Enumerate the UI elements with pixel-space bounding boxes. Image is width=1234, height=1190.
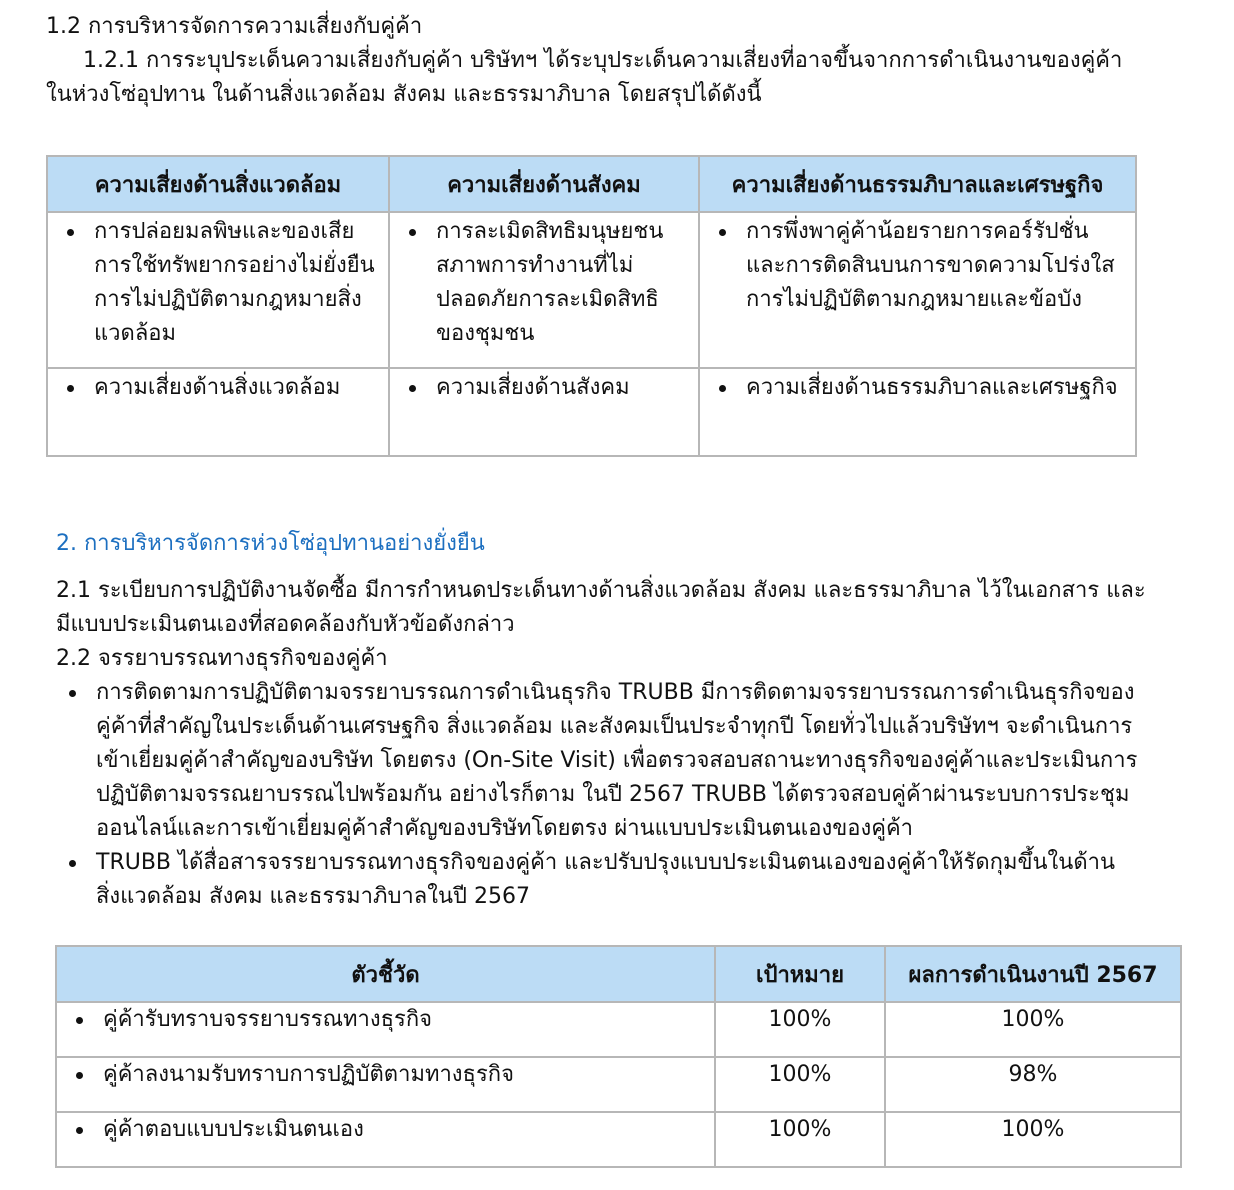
- kpi-indicator: คู่ค้าตอบแบบประเมินตนเอง: [57, 1113, 714, 1147]
- kpi-header-result: ผลการดำเนินงานปี 2567: [885, 946, 1181, 1002]
- kpi-target: 100%: [715, 1002, 885, 1057]
- risk-header-governance: ความเสี่ยงด้านธรรมภิบาลและเศรษฐกิจ: [699, 156, 1136, 212]
- table-row: [56, 1002, 1181, 1057]
- kpi-table-header-row: [56, 946, 1181, 1002]
- list-item: ความเสี่ยงด้านสิ่งแวดล้อม: [48, 371, 388, 405]
- list-item: การปล่อยมลพิษและของเสีย การใช้ทรัพยากรอย่างไม่ยั่งยืน การไม่ปฏิบัติตามกฎหมายสิ่ง แวดล้อม: [48, 215, 388, 351]
- risk-cell-social-2: [389, 368, 699, 456]
- kpi-target: 100%: [715, 1057, 885, 1112]
- risk-table-row: [47, 212, 1136, 368]
- kpi-table: [55, 945, 1182, 1168]
- risk-cell-environment: [47, 212, 389, 368]
- list-item: การละเมิดสิทธิมนุษยชน สภาพการทำงานที่ไม่ ปลอดภัยการละเมิดสิทธิ ของชุมชน: [390, 215, 698, 351]
- risk-header-environment: ความเสี่ยงด้านสิ่งแวดล้อม: [47, 156, 389, 212]
- section-2-2-bullets: [50, 676, 1190, 914]
- section-2-1-line2: มีแบบประเมินตนเองที่สอดคล้องกับหัวข้อดังกล่าว: [56, 612, 515, 637]
- kpi-target: 100%: [715, 1112, 885, 1167]
- table-row: [56, 1112, 1181, 1167]
- risk-cell-governance-2: [699, 368, 1136, 456]
- list-item: ความเสี่ยงด้านธรรมภิบาลและเศรษฐกิจ: [700, 371, 1135, 405]
- section-1-2-1-paragraph-line2: ในห่วงโซ่อุปทาน ในด้านสิ่งแวดล้อม สังคม และธรรมาภิบาล โดยสรุปได้ดังนี้: [46, 82, 762, 107]
- list-item: การพึ่งพาคู่ค้าน้อยรายการคอร์รัปชั่น และการติดสินบนการขาดความโปร่งใส การไม่ปฏิบัติตามกฎหมายและข้อบัง: [700, 215, 1135, 317]
- list-item: ความเสี่ยงด้านสังคม: [390, 371, 698, 405]
- list-item: การติดตามการปฏิบัติตามจรรยาบรรณการดำเนินธุรกิจ TRUBB มีการติดตามจรรยาบรรณการดำเนินธุรกิจของ คู่ค้าที่สำคัญในประเด็นด้านเศรษฐกิจ สิ่งแวดล้อม และสังคมเป็นประจำทุกปี โดยทั่วไปแล้วบริษัทฯ จะดำเนินการ เข้าเยี่ยมคู่ค้าสำคัญของบริษัท โดยตรง (On-Site Visit) เพื่อตรวจสอบสถานะทางธุรกิจของคู่ค้าและประเมินการ ปฏิบัติตามจรรณยาบรรณไปพร้อมกัน อย่างไรก็ตาม ในปี 2567 TRUBB ได้ตรวจสอบคู่ค้าผ่านระบบการประชุม ออนไลน์และการเข้าเยี่ยมคู่ค้าสำคัญของบริษัทโดยตรง ผ่านแบบประเมินตนเองของคู่ค้า: [50, 676, 1190, 846]
- kpi-header-target: เป้าหมาย: [715, 946, 885, 1002]
- risk-header-social: ความเสี่ยงด้านสังคม: [389, 156, 699, 212]
- risk-table: [46, 155, 1137, 457]
- risk-cell-environment-2: [47, 368, 389, 456]
- table-row: [56, 1057, 1181, 1112]
- kpi-result: 100%: [885, 1002, 1181, 1057]
- kpi-result: 98%: [885, 1057, 1181, 1112]
- risk-cell-governance: [699, 212, 1136, 368]
- kpi-header-indicator: ตัวชี้วัด: [56, 946, 715, 1002]
- kpi-indicator: คู่ค้าลงนามรับทราบการปฏิบัติตามทางธุรกิจ: [57, 1058, 714, 1092]
- kpi-result: 100%: [885, 1112, 1181, 1167]
- risk-table-row: [47, 368, 1136, 456]
- kpi-indicator: คู่ค้ารับทราบจรรยาบรรณทางธุรกิจ: [57, 1003, 714, 1037]
- section-2-2-title: 2.2 จรรยาบรรณทางธุรกิจของคู่ค้า: [56, 646, 388, 671]
- section-1-2-1-paragraph-line1: 1.2.1 การระบุประเด็นความเสี่ยงกับคู่ค้า บริษัทฯ ได้ระบุประเด็นความเสี่ยงที่อาจขึ้นจากการดำเนินงานของคู่ค้า: [83, 48, 1123, 73]
- risk-cell-social: [389, 212, 699, 368]
- section-2-title: 2. การบริหารจัดการห่วงโซ่อุปทานอย่างยั่งยืน: [56, 531, 485, 556]
- list-item: TRUBB ได้สื่อสารจรรยาบรรณทางธุรกิจของคู่ค้า และปรับปรุงแบบประเมินตนเองของคู่ค้าให้รัดกุมขึ้นในด้าน สิ่งแวดล้อม สังคม และธรรมาภิบาลในปี 2567: [50, 846, 1190, 914]
- section-2-1-line1: 2.1 ระเบียบการปฏิบัติงานจัดซื้อ มีการกำหนดประเด็นทางด้านสิ่งแวดล้อม สังคม และธรรมาภิบาล ไว้ในเอกสาร และ: [56, 578, 1146, 603]
- section-1-2-title: 1.2 การบริหารจัดการความเสี่ยงกับคู่ค้า: [46, 14, 423, 39]
- risk-table-header-row: [47, 156, 1136, 212]
